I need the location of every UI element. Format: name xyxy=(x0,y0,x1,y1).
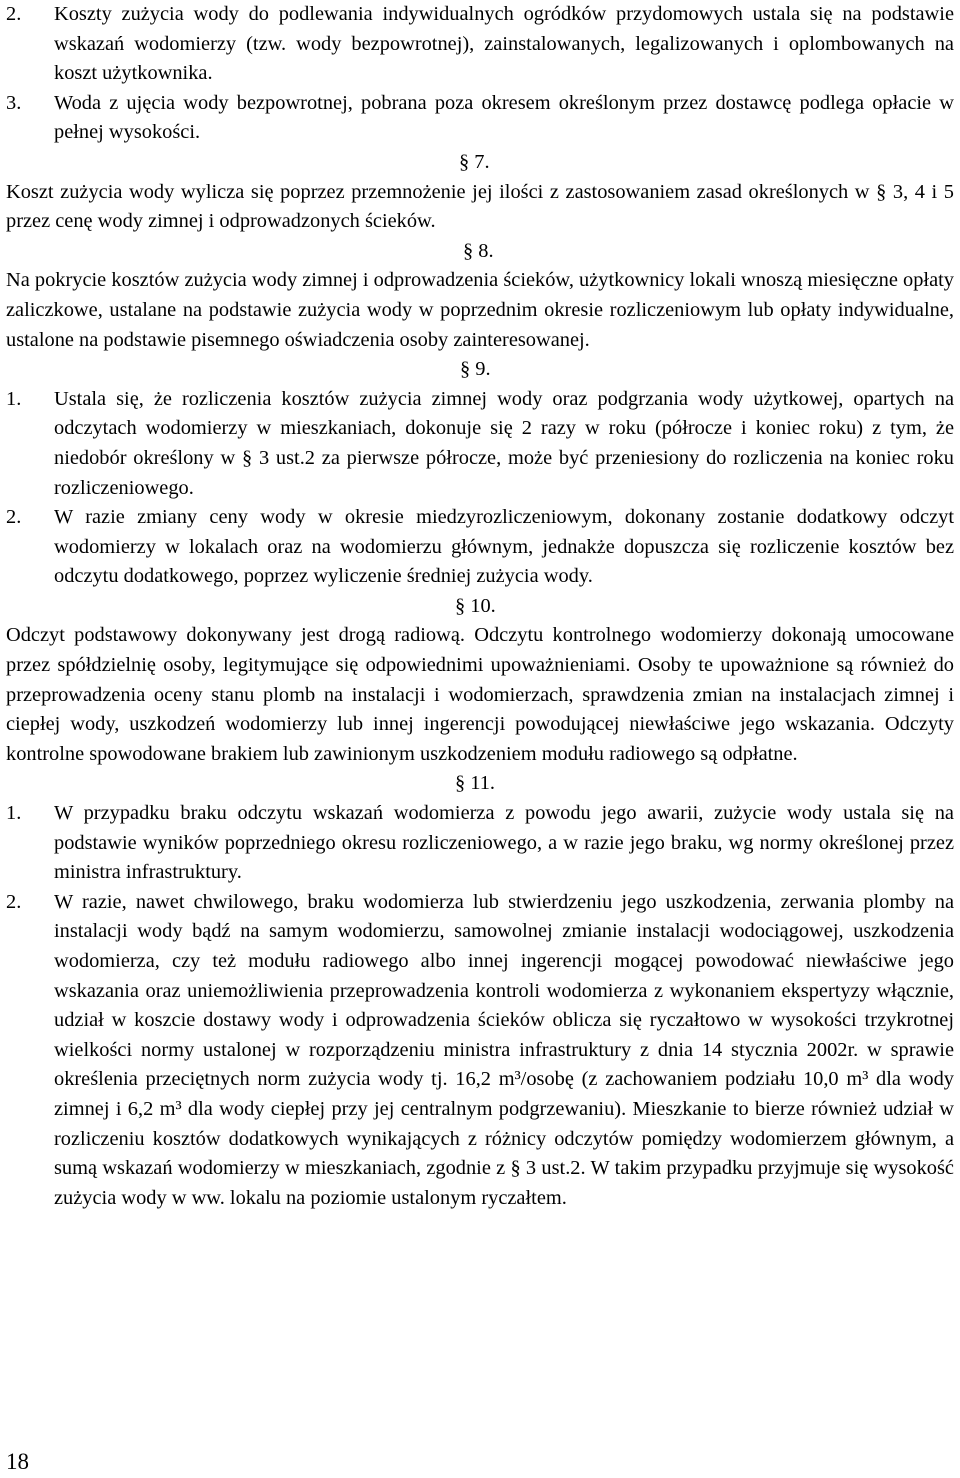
item-number: 1. xyxy=(6,387,22,410)
list-item xyxy=(6,799,954,888)
section-heading-9: § 9. xyxy=(460,358,491,381)
list-item xyxy=(6,385,954,503)
section-heading-11: § 11. xyxy=(455,772,496,795)
list-item xyxy=(6,89,954,148)
list-item xyxy=(6,503,954,592)
document-page xyxy=(6,0,954,1213)
item-text: W razie, nawet chwilowego, braku wodomierza lub stwierdzeniu jego uszkodzenia, zerwania plomby na instalacji wody bądź na samym wodomierzu, samowolnej zmianie instalacji wodociągowej, uszkodzenia wodomierza, czy też modułu radiowego albo innej ingerencji mogącej powodować niewłaściwe jego wskazania oraz uniemożliwienia przeprowadzenia kontroli wodomierza z wykonaniem ekspertyzy włącznie, udział w koszcie dostawy wody i odprowadzenia ścieków oblicza się ryczałtowo w wysokości trzykrotnej wielkości normy ustalonej w rozporządzeniu ministra infrastruktury z dnia 14 stycznia 2002r. w sprawie określenia przeciętnych norm zużycia wody tj. 16,2 m³/osobę (z zachowaniem podziału 10,0 m³ dla wody zimnej i 6,2 m³ dla wody ciepłej przy jej centralnym podgrzewaniu). Mieszkanie to bierze również udział w rozliczeniu kosztów dodatkowych wynikających z różnicy odczytów pomiędzy wodomierzem głównym, a sumą wskazań wodomierzy w mieszkaniach, zgodnie z § 3 ust.2. W takim przypadku przyjmuje się wysokość zużycia wody w ww. lokalu na poziomie ustalonym ryczałtem. xyxy=(54,890,954,1209)
section-heading-8: § 8. xyxy=(463,239,494,262)
item-number: 3. xyxy=(6,91,22,114)
page-number: 18 xyxy=(6,1449,29,1474)
list-item xyxy=(6,888,954,1214)
item-number: 2. xyxy=(6,3,22,25)
item-text: W przypadku braku odczytu wskazań wodomierza z powodu jego awarii, zużycie wody ustala się na podstawie wyników poprzedniego okresu rozliczeniowego, a w razie jego braku, wg normy określonej przez ministra infrastruktury. xyxy=(54,802,954,884)
item-text: Ustala się, że rozliczenia kosztów zużycia zimnej wody oraz podgrzania wody użytkowej, opartych na odczytach wodomierzy w mieszkaniach, dokonuje się 2 razy w roku (półrocze i koniec roku) z tym, że niedobór określony w § 3 ust.2 za pierwsze półrocze, może być przeniesiony do rozliczenia na koniec roku rozliczeniowego. xyxy=(54,387,954,499)
item-text: Koszty zużycia wody do podlewania indywidualnych ogródków przydomowych ustala się na podstawie wskazań wodomierzy (tzw. wody bezpowrotnej), zainstalowanych, legalizowanych i oplombowanych na koszt użytkownika. xyxy=(54,3,954,85)
section-8-text: Na pokrycie kosztów zużycia wody zimnej i odprowadzenia ścieków, użytkownicy lokali wnoszą miesięczne opłaty zaliczkowe, ustalane na podstawie zużycia wody w poprzednim okresie rozliczeniowym lub opłaty indywidualne, ustalone na podstawie pisemnego oświadczenia osoby zainteresowanej. xyxy=(6,269,954,351)
section-heading-10: § 10. xyxy=(455,594,496,617)
item-number: 2. xyxy=(6,506,22,529)
section-7-text: Koszt zużycia wody wylicza się poprzez przemnożenie jej ilości z zastosowaniem zasad określonych w § 3, 4 i 5 przez cenę wody zimnej i odprowadzonych ścieków. xyxy=(6,180,954,233)
list-item xyxy=(6,0,954,89)
item-number: 1. xyxy=(6,802,22,825)
section-10-text: Odczyt podstawowy dokonywany jest drogą radiową. Odczytu kontrolnego wodomierzy dokonają umocowane przez spółdzielnię osoby, legitymujące się odpowiednimi upoważnieniami. Osoby te upoważnione są również do przeprowadzenia oceny stanu plomb na instalacji i wodomierzach, sprawdzenia zmian na instalacjach zimnej i ciepłej wody, uszkodzeń wodomierzy lub innej ingerencji powodującej niewłaściwe jego wskazania. Odczyty kontrolne spowodowane brakiem lub zawinionym uszkodzeniem modułu radiowego są odpłatne. xyxy=(6,624,954,765)
item-text: Woda z ujęcia wody bezpowrotnej, pobrana poza okresem określonym przez dostawcę podlega opłacie w pełnej wysokości. xyxy=(54,91,954,144)
item-text: W razie zmiany ceny wody w okresie miedzyrozliczeniowym, dokonany zostanie dodatkowy odczyt wodomierzy w lokalach oraz na wodomierzu głównym, jednakże dopuszcza się rozliczenie kosztów bez odczytu dodatkowego, poprzez wyliczenie średniej zużycia wody. xyxy=(54,506,954,588)
item-number: 2. xyxy=(6,890,22,913)
section-heading-7: § 7. xyxy=(459,150,490,173)
